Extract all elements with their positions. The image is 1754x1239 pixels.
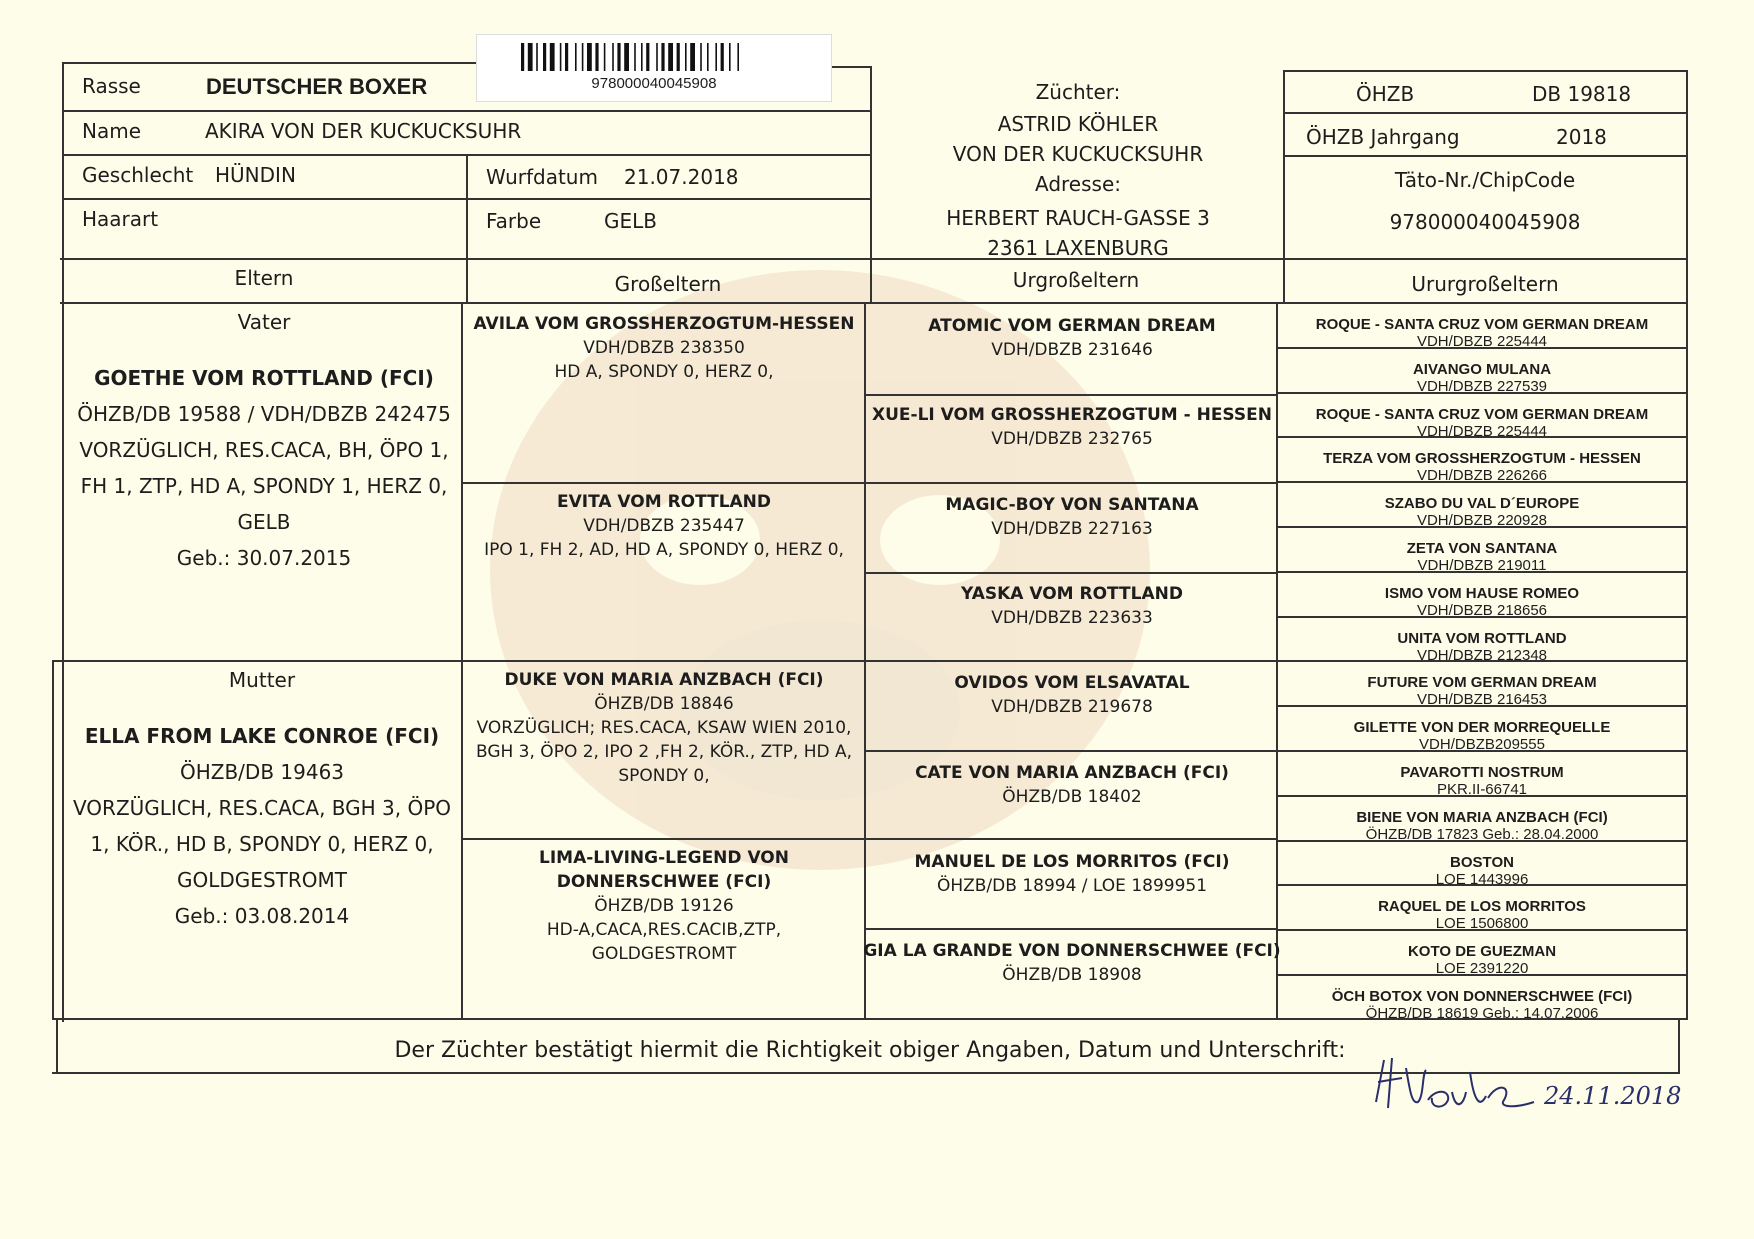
- great-great-grandparent-reg: LOE 1506800: [1435, 915, 1529, 933]
- great-great-grandparent-name: ROQUE - SANTA CRUZ VOM GERMAN DREAM: [1315, 316, 1649, 333]
- great-great-grandparent-name: GILETTE VON DER MORREQUELLE: [1353, 719, 1611, 737]
- name-label: Name: [82, 119, 142, 143]
- breeder-address-label: Adresse:: [1035, 172, 1121, 196]
- great-great-grandparent-name: ROQUE - SANTA CRUZ VOM GERMAN DREAM: [1315, 405, 1649, 423]
- signature-icon: [1366, 1052, 1682, 1120]
- great-grandparent-reg: ÖHZB/DB 18994 / LOE 1899951: [936, 875, 1208, 896]
- great-great-grandparent-name: TERZA VOM GROSSHERZOGTUM - HESSEN: [1323, 450, 1641, 468]
- breeder-confirmation-statement: Der Züchter bestätigt hiermit die Richtigkeit obiger Angaben, Datum und Unterschrift:: [394, 1038, 1346, 1063]
- ohzb-label: ÖHZB: [1356, 82, 1415, 106]
- grandparent-name: DUKE VON MARIA ANZBACH (FCI): [504, 670, 824, 690]
- breeder-kennel: VON DER KUCKUCKSUHR: [952, 142, 1204, 166]
- great-great-grandparent-name: ZETA VON SANTANA: [1406, 540, 1558, 557]
- chip-value: 978000040045908: [1389, 210, 1581, 234]
- grandparent-name: LIMA-LIVING-LEGEND VON: [539, 848, 789, 868]
- great-great-grandparent-reg: VDH/DBZB 225444: [1416, 422, 1548, 440]
- grandparent-name: DONNERSCHWEE (FCI): [556, 872, 772, 892]
- mother-detail-line: ÖHZB/DB 19463: [179, 760, 345, 784]
- mother-role: Mutter: [228, 668, 296, 692]
- great-grandparent-reg: VDH/DBZB 227163: [991, 518, 1153, 539]
- mother-detail-line: VORZÜGLICH, RES.CACA, BGH 3, ÖPO: [72, 796, 452, 820]
- wurfdatum-label: Wurfdatum: [486, 165, 598, 189]
- header-ururgrosseltern: Ururgroßeltern: [1411, 272, 1559, 296]
- great-great-grandparent-reg: VDH/DBZB 212348: [1416, 646, 1548, 664]
- great-grandparent-reg: VDH/DBZB 219678: [991, 697, 1153, 718]
- father-role: Vater: [237, 310, 291, 334]
- grandparent-name: EVITA VOM ROTTLAND: [556, 492, 772, 512]
- rasse-label: Rasse: [82, 74, 141, 98]
- great-great-grandparent-reg: VDH/DBZB 220928: [1416, 512, 1548, 530]
- dog-name-value: AKIRA VON DER KUCKUCKSUHR: [205, 119, 522, 143]
- great-grandparent-name: OVIDOS VOM ELSAVATAL: [954, 673, 1190, 694]
- great-grandparent-reg: VDH/DBZB 231646: [991, 340, 1153, 360]
- barcode-icon: [477, 35, 831, 75]
- jahrgang-label: ÖHZB Jahrgang: [1306, 125, 1460, 149]
- great-great-grandparent-reg: VDH/DBZB209555: [1419, 736, 1545, 754]
- great-great-grandparent-reg: LOE 2391220: [1435, 960, 1529, 978]
- header-grosseltern: Großeltern: [614, 272, 722, 296]
- great-grandparent-name: YASKA VOM ROTTLAND: [961, 583, 1183, 604]
- chip-label: Täto-Nr./ChipCode: [1394, 168, 1576, 192]
- grandparent-detail: ÖHZB/DB 18846: [594, 694, 734, 714]
- great-great-grandparent-reg: PKR.II-66741: [1436, 781, 1528, 798]
- barcode-number: 978000040045908: [591, 75, 717, 92]
- mother-detail-line: GOLDGESTROMT: [177, 868, 347, 892]
- ohzb-value: DB 19818: [1532, 82, 1632, 106]
- great-great-grandparent-reg: VDH/DBZB 218656: [1416, 601, 1548, 619]
- grandparent-detail: GOLDGESTROMT: [591, 944, 737, 964]
- rasse-value: DEUTSCHER BOXER: [206, 74, 428, 99]
- header-urgrosseltern: Urgroßeltern: [1012, 268, 1140, 292]
- great-great-grandparent-name: ISMO VOM HAUSE ROMEO: [1384, 584, 1580, 602]
- haarart-label: Haarart: [82, 207, 159, 231]
- great-grandparent-name: CATE VON MARIA ANZBACH (FCI): [915, 762, 1229, 783]
- great-great-grandparent-name: FUTURE VOM GERMAN DREAM: [1367, 674, 1597, 692]
- great-great-grandparent-name: UNITA VOM ROTTLAND: [1397, 629, 1567, 647]
- great-grandparent-reg: VDH/DBZB 223633: [991, 607, 1153, 628]
- row-divider: [62, 110, 872, 112]
- great-great-grandparent-reg: ÖHZB/DB 17823 Geb.: 28.04.2000: [1365, 825, 1599, 843]
- breeder-title: Züchter:: [1035, 80, 1121, 104]
- grandparent-detail: SPONDY 0,: [618, 766, 710, 786]
- farbe-value: GELB: [604, 209, 657, 233]
- great-grandparent-name: GIA LA GRANDE VON DONNERSCHWEE (FCI): [863, 941, 1281, 962]
- grandparent-detail: ÖHZB/DB 19126: [594, 896, 734, 916]
- barcode: [476, 34, 832, 102]
- great-great-grandparent-name: ÖCH BOTOX VON DONNERSCHWEE (FCI): [1331, 988, 1633, 1005]
- grandparent-detail: VORZÜGLICH; RES.CACA, KSAW WIEN 2010,: [476, 718, 852, 738]
- great-great-grandparent-reg: VDH/DBZB 226266: [1416, 467, 1548, 485]
- great-grandparent-name: ATOMIC VOM GERMAN DREAM: [928, 316, 1216, 336]
- great-great-grandparent-name: SZABO DU VAL D´EUROPE: [1384, 495, 1580, 513]
- wurfdatum-value: 21.07.2018: [624, 165, 739, 189]
- mother-name: ELLA FROM LAKE CONROE (FCI): [84, 724, 440, 748]
- great-great-grandparent-reg: VDH/DBZB 227539: [1416, 377, 1548, 395]
- grandparent-detail: HD A, SPONDY 0, HERZ 0,: [554, 362, 774, 382]
- great-grandparent-name: MAGIC-BOY VON SANTANA: [945, 494, 1199, 515]
- signature-date: 24.11.2018: [1544, 1082, 1682, 1110]
- father-name: GOETHE VOM ROTTLAND (FCI): [94, 366, 434, 390]
- jahrgang-value: 2018: [1556, 125, 1607, 149]
- great-great-grandparent-reg: VDH/DBZB 219011: [1417, 557, 1547, 574]
- grandparent-detail: BGH 3, ÖPO 2, IPO 2 ,FH 2, KÖR., ZTP, HD A,: [475, 742, 853, 762]
- grandparent-detail: HD-A,CACA,RES.CACIB,ZTP,: [546, 920, 782, 940]
- great-great-grandparent-reg: VDH/DBZB 216453: [1416, 691, 1548, 709]
- father-detail-line: ÖHZB/DB 19588 / VDH/DBZB 242475: [77, 402, 451, 426]
- great-grandparent-name: XUE-LI VOM GROSSHERZOGTUM - HESSEN: [872, 405, 1272, 426]
- father-detail-line: FH 1, ZTP, HD A, SPONDY 1, HERZ 0,: [80, 474, 448, 498]
- great-grandparent-name: MANUEL DE LOS MORRITOS (FCI): [914, 851, 1230, 872]
- breeder-name: ASTRID KÖHLER: [997, 112, 1159, 136]
- mother-detail-line: 1, KÖR., HD B, SPONDY 0, HERZ 0,: [90, 832, 434, 856]
- header-eltern: Eltern: [234, 266, 294, 290]
- great-great-grandparent-name: BIENE VON MARIA ANZBACH (FCI): [1356, 808, 1608, 826]
- great-grandparent-reg: ÖHZB/DB 18908: [1002, 965, 1142, 986]
- father-detail-line: Geb.: 30.07.2015: [176, 546, 352, 570]
- grandparent-detail: VDH/DBZB 235447: [583, 516, 745, 536]
- grandparent-detail: VDH/DBZB 238350: [583, 338, 745, 358]
- great-great-grandparent-name: PAVAROTTI NOSTRUM: [1400, 764, 1564, 781]
- great-great-grandparent-name: RAQUEL DE LOS MORRITOS: [1378, 898, 1586, 916]
- mother-detail-line: Geb.: 03.08.2014: [174, 904, 350, 928]
- geschlecht-value: HÜNDIN: [215, 163, 296, 187]
- breeder-city: 2361 LAXENBURG: [987, 236, 1169, 260]
- grandparent-name: AVILA VOM GROSSHERZOGTUM-HESSEN: [473, 314, 855, 334]
- great-grandparent-reg: VDH/DBZB 232765: [991, 429, 1153, 450]
- great-great-grandparent-name: BOSTON: [1450, 853, 1514, 871]
- breeder-street: HERBERT RAUCH-GASSE 3: [946, 206, 1210, 230]
- geschlecht-label: Geschlecht: [82, 163, 194, 187]
- great-great-grandparent-reg: VDH/DBZB 225444: [1416, 333, 1548, 350]
- great-great-grandparent-name: KOTO DE GUEZMAN: [1407, 943, 1557, 961]
- great-great-grandparent-reg: ÖHZB/DB 18619 Geb.: 14.07.2006: [1365, 1005, 1599, 1022]
- great-grandparent-reg: ÖHZB/DB 18402: [1002, 786, 1142, 807]
- father-detail-line: GELB: [237, 510, 291, 534]
- grandparent-detail: IPO 1, FH 2, AD, HD A, SPONDY 0, HERZ 0,: [484, 540, 844, 560]
- farbe-label: Farbe: [486, 209, 542, 233]
- great-great-grandparent-name: AIVANGO MULANA: [1412, 360, 1552, 378]
- great-great-grandparent-reg: LOE 1443996: [1435, 870, 1529, 888]
- father-detail-line: VORZÜGLICH, RES.CACA, BH, ÖPO 1,: [79, 438, 449, 462]
